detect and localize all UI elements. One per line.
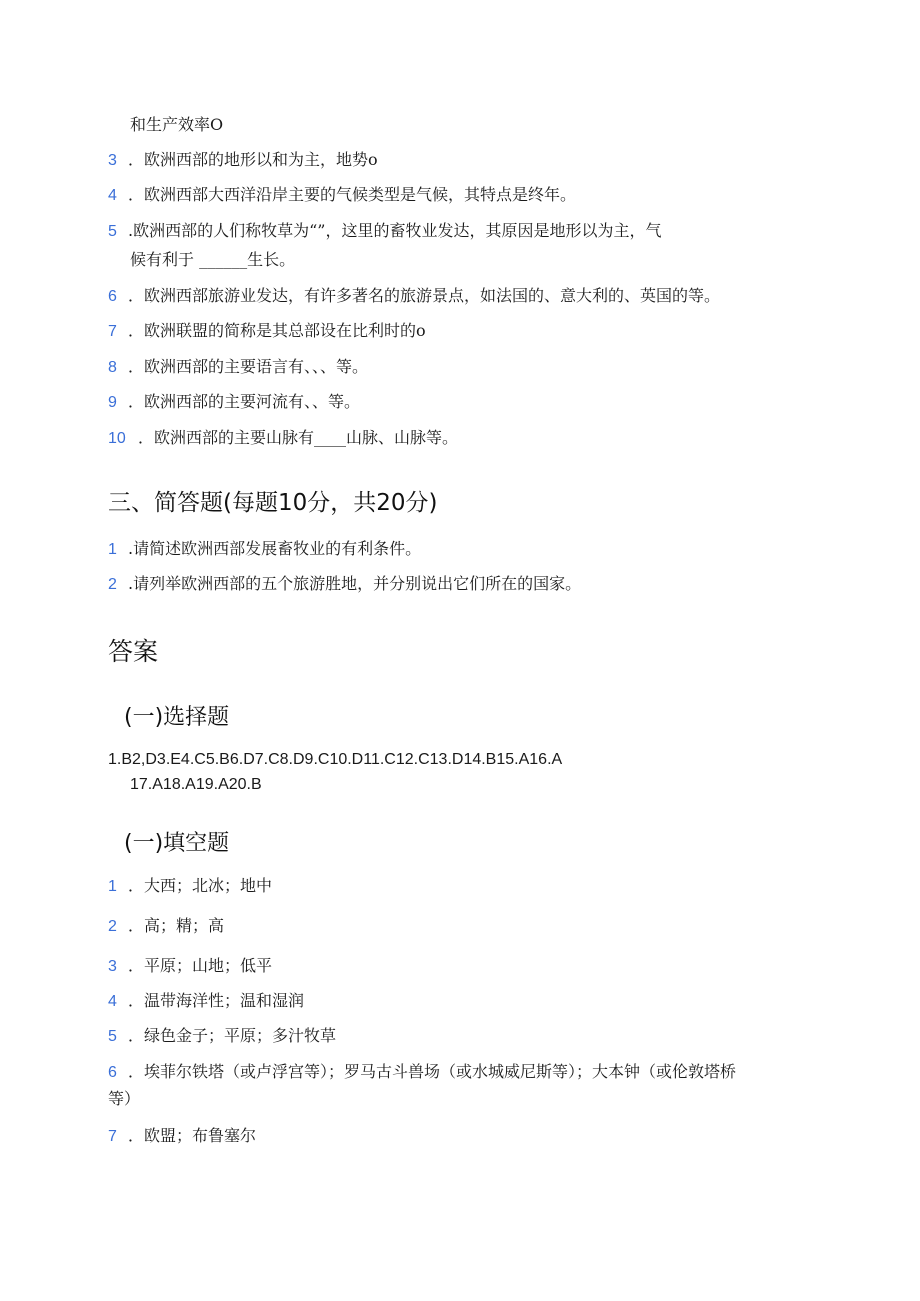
item-number: 4 bbox=[108, 187, 117, 204]
choice-answers-heading: (一)选择题 bbox=[124, 705, 230, 730]
item-number: 3 bbox=[108, 958, 117, 975]
fill-answer-2 bbox=[108, 915, 224, 938]
item-number: 6 bbox=[108, 288, 117, 305]
item-text: .请列举欧洲西部的五个旅游胜地，并分别说出它们所在的国家。 bbox=[128, 574, 582, 593]
short-answer-item-1 bbox=[108, 538, 421, 561]
fill-answer-1 bbox=[108, 875, 272, 898]
fill-answer-4 bbox=[108, 990, 304, 1013]
item-number: 6 bbox=[108, 1064, 117, 1081]
item-text: ．埃菲尔铁塔（或卢浮宫等）；罗马古斗兽场（或水城威尼斯等）；大本钟（或伦敦塔桥 bbox=[128, 1062, 737, 1081]
item-text: ．温带海洋性；温和湿润 bbox=[128, 991, 305, 1010]
item-text: ．欧洲西部的主要山脉有____山脉、山脉等。 bbox=[138, 428, 459, 447]
short-answer-item-2 bbox=[108, 573, 581, 596]
item-number: 5 bbox=[108, 223, 117, 240]
fill-answer-7 bbox=[108, 1125, 256, 1148]
fill-item-7 bbox=[108, 320, 426, 343]
item-text: ．绿色金子；平原；多汁牧草 bbox=[128, 1026, 337, 1045]
item-number: 3 bbox=[108, 152, 117, 169]
item-number: 1 bbox=[108, 541, 117, 558]
item-number: 8 bbox=[108, 359, 117, 376]
item-text: .请简述欧洲西部发展畜牧业的有利条件。 bbox=[128, 539, 422, 558]
fill-answer-3 bbox=[108, 955, 272, 978]
item-number: 2 bbox=[108, 918, 117, 935]
item-number: 10 bbox=[108, 430, 126, 447]
item-text: ．欧洲联盟的简称是其总部设在比利时的o bbox=[128, 321, 426, 340]
item-number: 7 bbox=[108, 1128, 117, 1145]
fill-item-9 bbox=[108, 391, 360, 414]
item-number: 2 bbox=[108, 576, 117, 593]
fill-item-5-continuation: 候有利于 ______生长。 bbox=[130, 250, 296, 269]
section-heading-short-answer: 三、简答题(每题10分，共20分) bbox=[108, 490, 438, 516]
fill-item-6 bbox=[108, 285, 720, 308]
fill-answers-heading: (一)填空题 bbox=[124, 831, 230, 856]
item-number: 7 bbox=[108, 323, 117, 340]
item-number: 1 bbox=[108, 878, 117, 895]
item-number: 5 bbox=[108, 1028, 117, 1045]
item-text: ．欧洲西部的主要河流有、、等。 bbox=[128, 392, 361, 411]
item-text: ．欧洲西部的主要语言有、、、等。 bbox=[128, 357, 369, 376]
fill-item-10 bbox=[108, 427, 458, 450]
item-number: 9 bbox=[108, 394, 117, 411]
fill-answer-5 bbox=[108, 1025, 336, 1048]
fill-item-8 bbox=[108, 356, 368, 379]
choice-answers-line-1: 1.B2,D3.E4.C5.B6.D7.C8.D9.C10.D11.C12.C13.D14.B15.A16.A bbox=[108, 751, 563, 768]
item-text: ．欧盟；布鲁塞尔 bbox=[128, 1126, 257, 1145]
choice-answers-line-2: 17.A18.A19.A20.B bbox=[130, 776, 262, 793]
item-text: ．大西；北冰；地中 bbox=[128, 876, 273, 895]
fill-continuation: 和生产效率O bbox=[130, 115, 224, 134]
fill-item-4 bbox=[108, 184, 576, 207]
item-text: .欧洲西部的人们称牧草为“”，这里的畜牧业发达，其原因是地形以为主，气 bbox=[128, 221, 662, 240]
fill-item-5 bbox=[108, 220, 661, 243]
item-number: 4 bbox=[108, 993, 117, 1010]
item-text: ．高；精；高 bbox=[128, 916, 225, 935]
item-text: ．欧洲西部旅游业发达，有许多著名的旅游景点，如法国的、意大利的、英国的等。 bbox=[128, 286, 721, 305]
item-text: ．欧洲西部大西洋沿岸主要的气候类型是气候，其特点是终年。 bbox=[128, 185, 577, 204]
answers-heading: 答案 bbox=[108, 637, 159, 666]
item-text: ．平原；山地；低平 bbox=[128, 956, 273, 975]
fill-item-3 bbox=[108, 149, 378, 172]
fill-answer-6-continuation: 等） bbox=[108, 1089, 141, 1108]
item-text: ．欧洲西部的地形以和为主，地势o bbox=[128, 150, 378, 169]
fill-answer-6 bbox=[108, 1061, 736, 1084]
